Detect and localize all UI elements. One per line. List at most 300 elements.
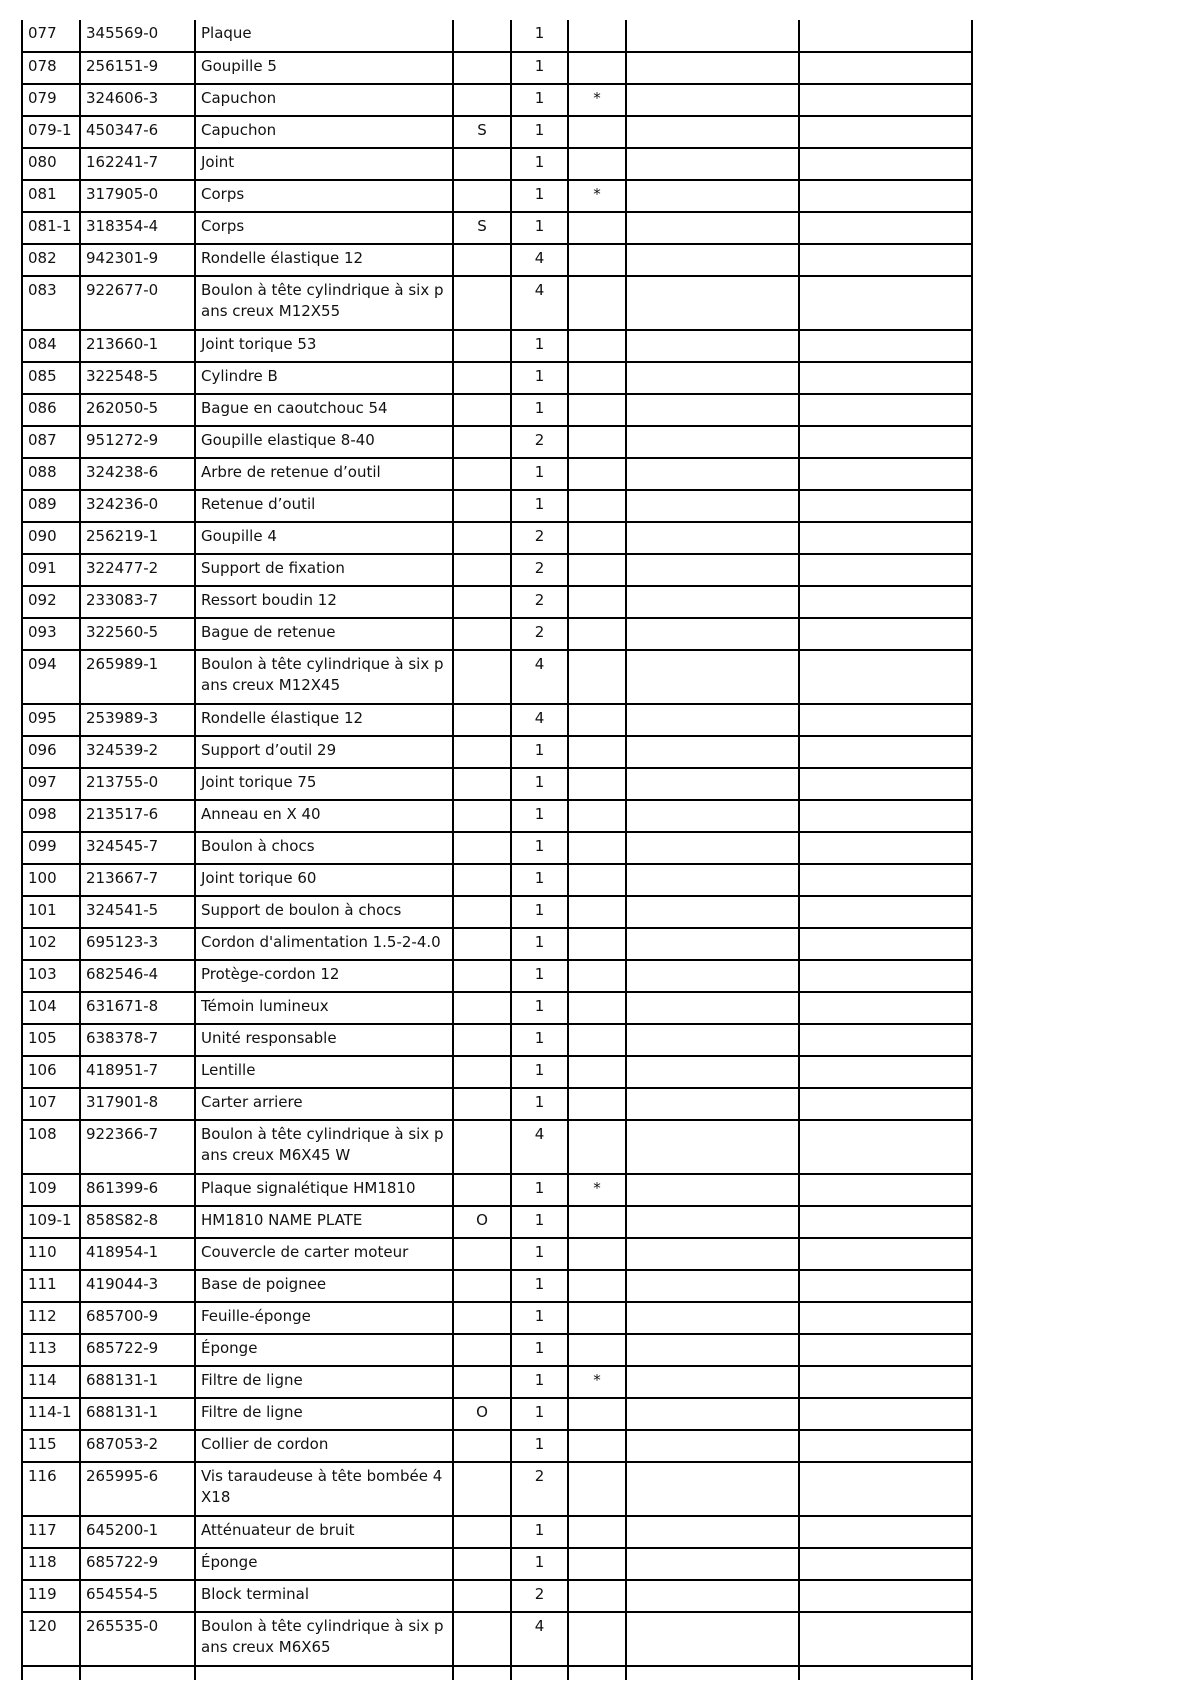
table-row xyxy=(22,1056,972,1088)
mark-cell xyxy=(568,1056,626,1088)
table-row xyxy=(22,490,972,522)
part-number-cell: 265989-1 xyxy=(80,650,195,704)
quantity-cell: 1 xyxy=(511,1430,568,1462)
description-cell: Plaque xyxy=(195,20,453,52)
note-cell xyxy=(453,1024,511,1056)
blank-cell xyxy=(626,212,799,244)
note-cell xyxy=(453,704,511,736)
mark-cell xyxy=(568,1238,626,1270)
blank-cell xyxy=(626,832,799,864)
note-cell xyxy=(453,864,511,896)
quantity-cell: 1 xyxy=(511,896,568,928)
note-cell xyxy=(453,244,511,276)
part-number-cell: 631671-8 xyxy=(80,992,195,1024)
item-number-cell: 093 xyxy=(22,618,80,650)
note-cell xyxy=(453,276,511,330)
blank-cell xyxy=(626,20,799,52)
blank-cell xyxy=(626,1430,799,1462)
item-number-cell: 086 xyxy=(22,394,80,426)
item-number-cell: 101 xyxy=(22,896,80,928)
part-number-cell: 233083-7 xyxy=(80,586,195,618)
quantity-cell: 4 xyxy=(511,1612,568,1666)
blank-cell xyxy=(799,800,972,832)
mark-cell xyxy=(568,864,626,896)
description-cell: Retenue d’outil xyxy=(195,490,453,522)
part-number-cell: 419044-3 xyxy=(80,1270,195,1302)
table-row xyxy=(22,1270,972,1302)
item-number-cell: 116 xyxy=(22,1462,80,1516)
note-cell xyxy=(453,1238,511,1270)
blank-cell xyxy=(799,960,972,992)
note-cell xyxy=(453,1516,511,1548)
table-row xyxy=(22,522,972,554)
item-number-cell: 096 xyxy=(22,736,80,768)
quantity-cell: 1 xyxy=(511,20,568,52)
description-cell: Bague de retenue xyxy=(195,618,453,650)
mark-cell xyxy=(568,586,626,618)
item-number-cell: 109 xyxy=(22,1174,80,1206)
mark-cell xyxy=(568,1462,626,1516)
quantity-cell: 1 xyxy=(511,1548,568,1580)
part-number-cell: 685700-9 xyxy=(80,1302,195,1334)
blank-cell xyxy=(799,1302,972,1334)
note-cell xyxy=(453,554,511,586)
part-number-cell: 418954-1 xyxy=(80,1238,195,1270)
part-number-cell: 638378-7 xyxy=(80,1024,195,1056)
note-cell xyxy=(453,832,511,864)
item-number-cell: 114-1 xyxy=(22,1398,80,1430)
item-number-cell: 115 xyxy=(22,1430,80,1462)
description-cell: Boulon à tête cylindrique à six pans creux M12X45 xyxy=(195,650,453,704)
part-number-cell: 858S82-8 xyxy=(80,1206,195,1238)
item-number-cell: 078 xyxy=(22,52,80,84)
note-cell xyxy=(453,1120,511,1174)
quantity-cell: 1 xyxy=(511,928,568,960)
table-row xyxy=(22,1024,972,1056)
blank-cell xyxy=(799,1238,972,1270)
table-row xyxy=(22,960,972,992)
quantity-cell: 2 xyxy=(511,522,568,554)
quantity-cell: 1 xyxy=(511,1238,568,1270)
table-row xyxy=(22,1548,972,1580)
description-cell: Corps xyxy=(195,180,453,212)
description-cell: Couvercle de carter moteur xyxy=(195,1238,453,1270)
blank-cell xyxy=(799,554,972,586)
note-cell xyxy=(453,1580,511,1612)
description-cell: Éponge xyxy=(195,1334,453,1366)
mark-cell xyxy=(568,1548,626,1580)
blank-cell xyxy=(799,768,972,800)
blank-cell xyxy=(626,736,799,768)
blank-cell xyxy=(453,1666,511,1680)
note-cell: O xyxy=(453,1398,511,1430)
quantity-cell: 1 xyxy=(511,1206,568,1238)
quantity-cell: 1 xyxy=(511,212,568,244)
blank-cell xyxy=(626,992,799,1024)
blank-cell xyxy=(799,1024,972,1056)
blank-cell xyxy=(799,1516,972,1548)
part-number-cell: 645200-1 xyxy=(80,1516,195,1548)
quantity-cell: 1 xyxy=(511,84,568,116)
description-cell: Filtre de ligne xyxy=(195,1366,453,1398)
note-cell xyxy=(453,180,511,212)
table-row xyxy=(22,704,972,736)
mark-cell xyxy=(568,1580,626,1612)
table-row xyxy=(22,362,972,394)
mark-cell xyxy=(568,1120,626,1174)
part-number-cell: 317905-0 xyxy=(80,180,195,212)
blank-cell xyxy=(511,1666,568,1680)
part-number-cell: 688131-1 xyxy=(80,1366,195,1398)
description-cell: Goupille 4 xyxy=(195,522,453,554)
part-number-cell: 322548-5 xyxy=(80,362,195,394)
note-cell xyxy=(453,992,511,1024)
description-cell: Joint torique 53 xyxy=(195,330,453,362)
part-number-cell: 265535-0 xyxy=(80,1612,195,1666)
part-number-cell: 324545-7 xyxy=(80,832,195,864)
table-row xyxy=(22,1238,972,1270)
note-cell xyxy=(453,1430,511,1462)
blank-cell xyxy=(626,362,799,394)
quantity-cell: 4 xyxy=(511,1120,568,1174)
blank-cell xyxy=(626,1334,799,1366)
blank-cell xyxy=(568,1666,626,1680)
blank-cell xyxy=(626,426,799,458)
part-number-cell: 688131-1 xyxy=(80,1398,195,1430)
blank-cell xyxy=(799,426,972,458)
quantity-cell: 1 xyxy=(511,1056,568,1088)
blank-cell xyxy=(799,276,972,330)
quantity-cell: 2 xyxy=(511,426,568,458)
description-cell: Rondelle élastique 12 xyxy=(195,244,453,276)
mark-cell xyxy=(568,362,626,394)
quantity-cell: 1 xyxy=(511,768,568,800)
note-cell xyxy=(453,800,511,832)
blank-cell xyxy=(799,1270,972,1302)
table-row-continuation xyxy=(22,1666,972,1680)
mark-cell xyxy=(568,896,626,928)
description-cell: Goupille elastique 8-40 xyxy=(195,426,453,458)
note-cell xyxy=(453,490,511,522)
mark-cell xyxy=(568,800,626,832)
note-cell xyxy=(453,618,511,650)
part-number-cell: 942301-9 xyxy=(80,244,195,276)
quantity-cell: 4 xyxy=(511,704,568,736)
quantity-cell: 1 xyxy=(511,148,568,180)
blank-cell xyxy=(799,1612,972,1666)
blank-cell xyxy=(799,1548,972,1580)
table-row xyxy=(22,928,972,960)
blank-cell xyxy=(626,148,799,180)
item-number-cell: 094 xyxy=(22,650,80,704)
blank-cell xyxy=(799,1088,972,1120)
quantity-cell: 2 xyxy=(511,554,568,586)
mark-cell xyxy=(568,1088,626,1120)
description-cell: HM1810 NAME PLATE xyxy=(195,1206,453,1238)
item-number-cell: 092 xyxy=(22,586,80,618)
quantity-cell: 1 xyxy=(511,832,568,864)
mark-cell xyxy=(568,554,626,586)
part-number-cell: 922366-7 xyxy=(80,1120,195,1174)
item-number-cell: 112 xyxy=(22,1302,80,1334)
blank-cell xyxy=(195,1666,453,1680)
part-number-cell: 345569-0 xyxy=(80,20,195,52)
table-row xyxy=(22,768,972,800)
table-row xyxy=(22,330,972,362)
mark-cell xyxy=(568,1516,626,1548)
mark-cell xyxy=(568,928,626,960)
blank-cell xyxy=(626,864,799,896)
blank-cell xyxy=(799,704,972,736)
description-cell: Atténuateur de bruit xyxy=(195,1516,453,1548)
table-row xyxy=(22,1206,972,1238)
note-cell xyxy=(453,1302,511,1334)
blank-cell xyxy=(799,864,972,896)
item-number-cell: 111 xyxy=(22,1270,80,1302)
mark-cell xyxy=(568,244,626,276)
description-cell: Block terminal xyxy=(195,1580,453,1612)
part-number-cell: 695123-3 xyxy=(80,928,195,960)
description-cell: Filtre de ligne xyxy=(195,1398,453,1430)
mark-cell: * xyxy=(568,180,626,212)
note-cell xyxy=(453,330,511,362)
description-cell: Plaque signalétique HM1810 xyxy=(195,1174,453,1206)
blank-cell xyxy=(626,618,799,650)
table-row xyxy=(22,1120,972,1174)
mark-cell xyxy=(568,1206,626,1238)
blank-cell xyxy=(626,394,799,426)
table-row xyxy=(22,84,972,116)
description-cell: Support de boulon à chocs xyxy=(195,896,453,928)
part-number-cell: 418951-7 xyxy=(80,1056,195,1088)
quantity-cell: 1 xyxy=(511,1398,568,1430)
part-number-cell: 262050-5 xyxy=(80,394,195,426)
item-number-cell: 081-1 xyxy=(22,212,80,244)
item-number-cell: 079 xyxy=(22,84,80,116)
part-number-cell: 265995-6 xyxy=(80,1462,195,1516)
note-cell xyxy=(453,1056,511,1088)
mark-cell xyxy=(568,1270,626,1302)
blank-cell xyxy=(626,490,799,522)
note-cell xyxy=(453,394,511,426)
blank-cell xyxy=(799,1580,972,1612)
blank-cell xyxy=(626,1120,799,1174)
blank-cell xyxy=(799,148,972,180)
table-row xyxy=(22,1430,972,1462)
item-number-cell: 102 xyxy=(22,928,80,960)
quantity-cell: 1 xyxy=(511,362,568,394)
description-cell: Témoin lumineux xyxy=(195,992,453,1024)
mark-cell xyxy=(568,276,626,330)
blank-cell xyxy=(626,1580,799,1612)
description-cell: Feuille-éponge xyxy=(195,1302,453,1334)
table-row xyxy=(22,992,972,1024)
blank-cell xyxy=(799,618,972,650)
description-cell: Anneau en X 40 xyxy=(195,800,453,832)
description-cell: Support d’outil 29 xyxy=(195,736,453,768)
table-row xyxy=(22,180,972,212)
blank-cell xyxy=(799,1398,972,1430)
blank-cell xyxy=(626,330,799,362)
blank-cell xyxy=(799,490,972,522)
quantity-cell: 1 xyxy=(511,864,568,896)
quantity-cell: 4 xyxy=(511,244,568,276)
item-number-cell: 099 xyxy=(22,832,80,864)
description-cell: Unité responsable xyxy=(195,1024,453,1056)
table-row xyxy=(22,832,972,864)
blank-cell xyxy=(626,896,799,928)
item-number-cell: 089 xyxy=(22,490,80,522)
mark-cell xyxy=(568,426,626,458)
description-cell: Joint xyxy=(195,148,453,180)
quantity-cell: 1 xyxy=(511,1088,568,1120)
mark-cell xyxy=(568,1334,626,1366)
mark-cell xyxy=(568,768,626,800)
table-row xyxy=(22,52,972,84)
blank-cell xyxy=(626,244,799,276)
description-cell: Vis taraudeuse à tête bombée 4X18 xyxy=(195,1462,453,1516)
quantity-cell: 1 xyxy=(511,736,568,768)
blank-cell xyxy=(626,768,799,800)
blank-cell xyxy=(626,1398,799,1430)
mark-cell: * xyxy=(568,1366,626,1398)
note-cell: S xyxy=(453,212,511,244)
mark-cell xyxy=(568,960,626,992)
blank-cell xyxy=(799,1120,972,1174)
blank-cell xyxy=(626,1612,799,1666)
blank-cell xyxy=(799,458,972,490)
part-number-cell: 213667-7 xyxy=(80,864,195,896)
item-number-cell: 084 xyxy=(22,330,80,362)
part-number-cell: 322477-2 xyxy=(80,554,195,586)
note-cell xyxy=(453,960,511,992)
blank-cell xyxy=(799,1666,972,1680)
note-cell xyxy=(453,1548,511,1580)
item-number-cell: 109-1 xyxy=(22,1206,80,1238)
mark-cell xyxy=(568,650,626,704)
mark-cell xyxy=(568,618,626,650)
blank-cell xyxy=(799,52,972,84)
note-cell xyxy=(453,1366,511,1398)
item-number-cell: 090 xyxy=(22,522,80,554)
note-cell xyxy=(453,52,511,84)
table-row xyxy=(22,1580,972,1612)
mark-cell xyxy=(568,148,626,180)
quantity-cell: 1 xyxy=(511,1366,568,1398)
note-cell xyxy=(453,148,511,180)
table-row xyxy=(22,20,972,52)
part-number-cell: 861399-6 xyxy=(80,1174,195,1206)
blank-cell xyxy=(799,20,972,52)
table-row xyxy=(22,736,972,768)
mark-cell xyxy=(568,1398,626,1430)
blank-cell xyxy=(799,650,972,704)
table-row xyxy=(22,618,972,650)
blank-cell xyxy=(626,704,799,736)
part-number-cell: 951272-9 xyxy=(80,426,195,458)
note-cell xyxy=(453,768,511,800)
note-cell xyxy=(453,896,511,928)
table-row xyxy=(22,1398,972,1430)
quantity-cell: 1 xyxy=(511,960,568,992)
part-number-cell: 256151-9 xyxy=(80,52,195,84)
table-row xyxy=(22,116,972,148)
blank-cell xyxy=(799,212,972,244)
blank-cell xyxy=(799,1430,972,1462)
description-cell: Éponge xyxy=(195,1548,453,1580)
blank-cell xyxy=(799,330,972,362)
blank-cell xyxy=(626,1666,799,1680)
note-cell xyxy=(453,1270,511,1302)
item-number-cell: 119 xyxy=(22,1580,80,1612)
description-cell: Capuchon xyxy=(195,84,453,116)
note-cell xyxy=(453,736,511,768)
blank-cell xyxy=(626,522,799,554)
mark-cell xyxy=(568,212,626,244)
note-cell xyxy=(453,1334,511,1366)
blank-cell xyxy=(799,586,972,618)
item-number-cell: 117 xyxy=(22,1516,80,1548)
description-cell: Cordon d'alimentation 1.5-2-4.0 xyxy=(195,928,453,960)
item-number-cell: 097 xyxy=(22,768,80,800)
quantity-cell: 1 xyxy=(511,180,568,212)
quantity-cell: 1 xyxy=(511,1270,568,1302)
mark-cell xyxy=(568,992,626,1024)
table-row xyxy=(22,1366,972,1398)
item-number-cell: 100 xyxy=(22,864,80,896)
part-number-cell: 685722-9 xyxy=(80,1334,195,1366)
blank-cell xyxy=(626,1270,799,1302)
blank-cell xyxy=(799,522,972,554)
part-number-cell: 253989-3 xyxy=(80,704,195,736)
blank-cell xyxy=(626,1088,799,1120)
mark-cell xyxy=(568,522,626,554)
quantity-cell: 2 xyxy=(511,586,568,618)
part-number-cell: 324606-3 xyxy=(80,84,195,116)
quantity-cell: 2 xyxy=(511,1580,568,1612)
description-cell: Arbre de retenue d’outil xyxy=(195,458,453,490)
quantity-cell: 2 xyxy=(511,618,568,650)
description-cell: Support de fixation xyxy=(195,554,453,586)
item-number-cell: 106 xyxy=(22,1056,80,1088)
blank-cell xyxy=(80,1666,195,1680)
mark-cell: * xyxy=(568,1174,626,1206)
blank-cell xyxy=(626,458,799,490)
mark-cell xyxy=(568,1430,626,1462)
part-number-cell: 685722-9 xyxy=(80,1548,195,1580)
table-row xyxy=(22,1302,972,1334)
part-number-cell: 324539-2 xyxy=(80,736,195,768)
blank-cell xyxy=(626,650,799,704)
note-cell xyxy=(453,586,511,618)
item-number-cell: 108 xyxy=(22,1120,80,1174)
blank-cell xyxy=(626,1174,799,1206)
blank-cell xyxy=(799,84,972,116)
mark-cell xyxy=(568,1302,626,1334)
description-cell: Joint torique 60 xyxy=(195,864,453,896)
mark-cell xyxy=(568,490,626,522)
blank-cell xyxy=(626,116,799,148)
item-number-cell: 085 xyxy=(22,362,80,394)
note-cell: O xyxy=(453,1206,511,1238)
blank-cell xyxy=(799,116,972,148)
blank-cell xyxy=(626,800,799,832)
description-cell: Protège-cordon 12 xyxy=(195,960,453,992)
item-number-cell: 120 xyxy=(22,1612,80,1666)
table-row xyxy=(22,244,972,276)
blank-cell xyxy=(626,276,799,330)
item-number-cell: 091 xyxy=(22,554,80,586)
